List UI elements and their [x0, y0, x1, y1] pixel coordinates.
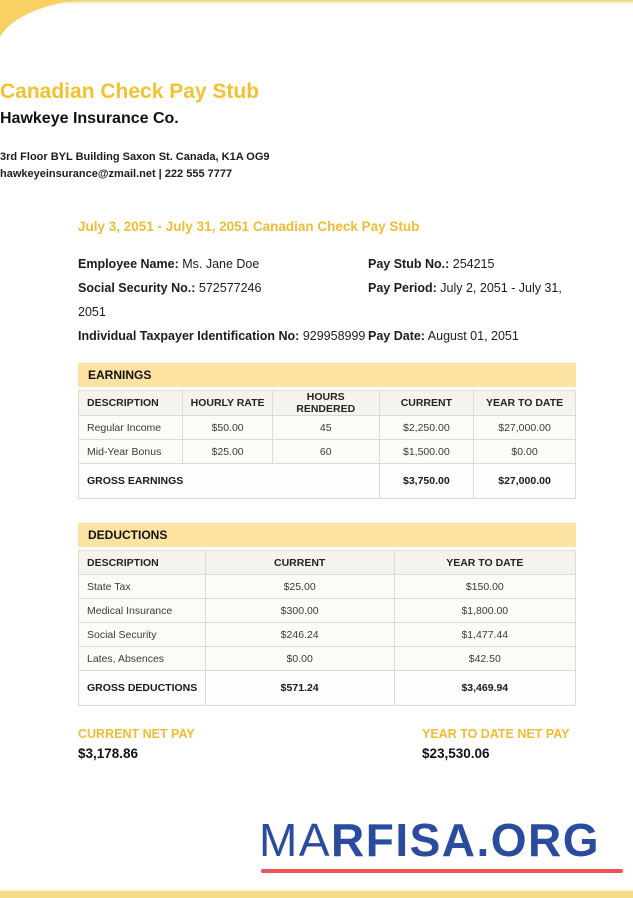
- deduction-current: $246.24: [205, 623, 394, 647]
- table-row: [79, 647, 576, 671]
- employee-name-label: Employee Name:: [78, 257, 179, 271]
- deduction-current: $300.00: [205, 599, 394, 623]
- bottom-edge-accent: [0, 889, 633, 898]
- ytd-net-pay-label: YEAR TO DATE NET PAY: [422, 727, 570, 741]
- pay-date: [368, 329, 576, 343]
- marfisa-logo-underline: [261, 869, 623, 873]
- earnings-description: Mid-Year Bonus: [79, 440, 183, 464]
- gross-earnings-current: $3,750.00: [379, 464, 473, 499]
- social-security-number: [78, 281, 368, 295]
- earnings-section-header: EARNINGS: [78, 363, 576, 390]
- deduction-ytd: $1,477.44: [394, 623, 575, 647]
- pay-period-label: Pay Period:: [368, 281, 437, 295]
- employee-info-row: [78, 276, 576, 300]
- employee-name-value: Ms. Jane Doe: [182, 257, 260, 271]
- company-contact: hawkeyeinsurance@zmail.net | 222 555 7777: [0, 168, 233, 180]
- earnings-ytd: $27,000.00: [474, 416, 576, 440]
- earnings-description: Regular Income: [79, 416, 183, 440]
- table-row: [79, 599, 576, 623]
- deduction-ytd: $150.00: [394, 575, 575, 599]
- deductions-col-description: DESCRIPTION: [79, 551, 206, 575]
- deductions-section-header: DEDUCTIONS: [78, 523, 576, 550]
- pay-stub-number-label: Pay Stub No.:: [368, 257, 450, 271]
- earnings-col-hourly-rate: HOURLY RATE: [183, 391, 272, 416]
- marfisa-logo-bold-text: RFISA.ORG: [331, 814, 601, 866]
- pay-date-value: August 01, 2051: [427, 329, 519, 343]
- deductions-table: [78, 550, 576, 706]
- earnings-current: $1,500.00: [379, 440, 473, 464]
- pay-period-heading: July 3, 2051 - July 31, 2051 Canadian Check Pay Stub: [78, 219, 420, 234]
- pay-period-value-line1: July 2, 2051 - July 31,: [440, 281, 562, 295]
- employee-info-row: [78, 300, 576, 324]
- top-edge-accent: [0, 0, 633, 4]
- deduction-description: Social Security: [79, 623, 206, 647]
- employee-name: [78, 257, 368, 271]
- table-row: [79, 575, 576, 599]
- employee-info: [78, 252, 576, 348]
- gross-deductions-row: [79, 671, 576, 706]
- earnings-hourly-rate: $50.00: [183, 416, 272, 440]
- earnings-header-row: [79, 391, 576, 416]
- taxpayer-identification-label: Individual Taxpayer Identification No:: [78, 329, 300, 343]
- social-security-label: Social Security No.:: [78, 281, 196, 295]
- earnings-col-year-to-date: YEAR TO DATE: [474, 391, 576, 416]
- earnings-hours: 45: [272, 416, 379, 440]
- gross-deductions-ytd: $3,469.94: [394, 671, 575, 706]
- gross-earnings-row: [79, 464, 576, 499]
- earnings-hourly-rate: $25.00: [183, 440, 272, 464]
- deduction-description: Lates, Absences: [79, 647, 206, 671]
- gross-deductions-label: GROSS DEDUCTIONS: [79, 671, 206, 706]
- taxpayer-identification-value: 929958999: [302, 329, 366, 343]
- social-security-value: 572577246: [198, 281, 262, 295]
- company-address: 3rd Floor BYL Building Saxon St. Canada, K1A OG9: [0, 151, 270, 163]
- deduction-ytd: $42.50: [394, 647, 575, 671]
- earnings-col-current: CURRENT: [379, 391, 473, 416]
- document-title: Canadian Check Pay Stub: [0, 80, 260, 103]
- deductions-section: [78, 523, 576, 706]
- gross-earnings-label: GROSS EARNINGS: [79, 464, 380, 499]
- earnings-col-description: DESCRIPTION: [79, 391, 183, 416]
- current-net-pay-label: CURRENT NET PAY: [78, 727, 195, 741]
- marfisa-logo: [259, 816, 600, 864]
- pay-period-value-line2: 2051: [78, 305, 106, 319]
- ytd-net-pay-value: $23,530.06: [422, 746, 490, 761]
- marfisa-logo-light-text: MA: [259, 814, 331, 866]
- deduction-ytd: $1,800.00: [394, 599, 575, 623]
- pay-date-label: Pay Date:: [368, 329, 425, 343]
- top-left-corner-accent: [0, 0, 80, 40]
- earnings-hours: 60: [272, 440, 379, 464]
- current-net-pay: [78, 727, 195, 761]
- gross-earnings-ytd: $27,000.00: [474, 464, 576, 499]
- earnings-section: [78, 363, 576, 499]
- deductions-header-row: [79, 551, 576, 575]
- pay-stub-number: [368, 257, 576, 271]
- gross-deductions-current: $571.24: [205, 671, 394, 706]
- table-row: [79, 440, 576, 464]
- current-net-pay-value: $3,178.86: [78, 746, 139, 761]
- earnings-current: $2,250.00: [379, 416, 473, 440]
- pay-stub-number-value: 254215: [452, 257, 495, 271]
- earnings-table: [78, 390, 576, 499]
- deductions-col-year-to-date: YEAR TO DATE: [394, 551, 575, 575]
- deduction-description: State Tax: [79, 575, 206, 599]
- deductions-col-current: CURRENT: [205, 551, 394, 575]
- earnings-col-hours-rendered: HOURS RENDERED: [272, 391, 379, 416]
- company-name: Hawkeye Insurance Co.: [0, 110, 179, 127]
- table-row: [79, 416, 576, 440]
- deduction-current: $25.00: [205, 575, 394, 599]
- employee-info-row: [78, 252, 576, 276]
- deduction-description: Medical Insurance: [79, 599, 206, 623]
- pay-period: [368, 281, 576, 295]
- employee-info-row: [78, 324, 576, 348]
- table-row: [79, 623, 576, 647]
- ytd-net-pay: [422, 727, 569, 761]
- deduction-current: $0.00: [205, 647, 394, 671]
- taxpayer-identification: [78, 329, 368, 343]
- earnings-ytd: $0.00: [474, 440, 576, 464]
